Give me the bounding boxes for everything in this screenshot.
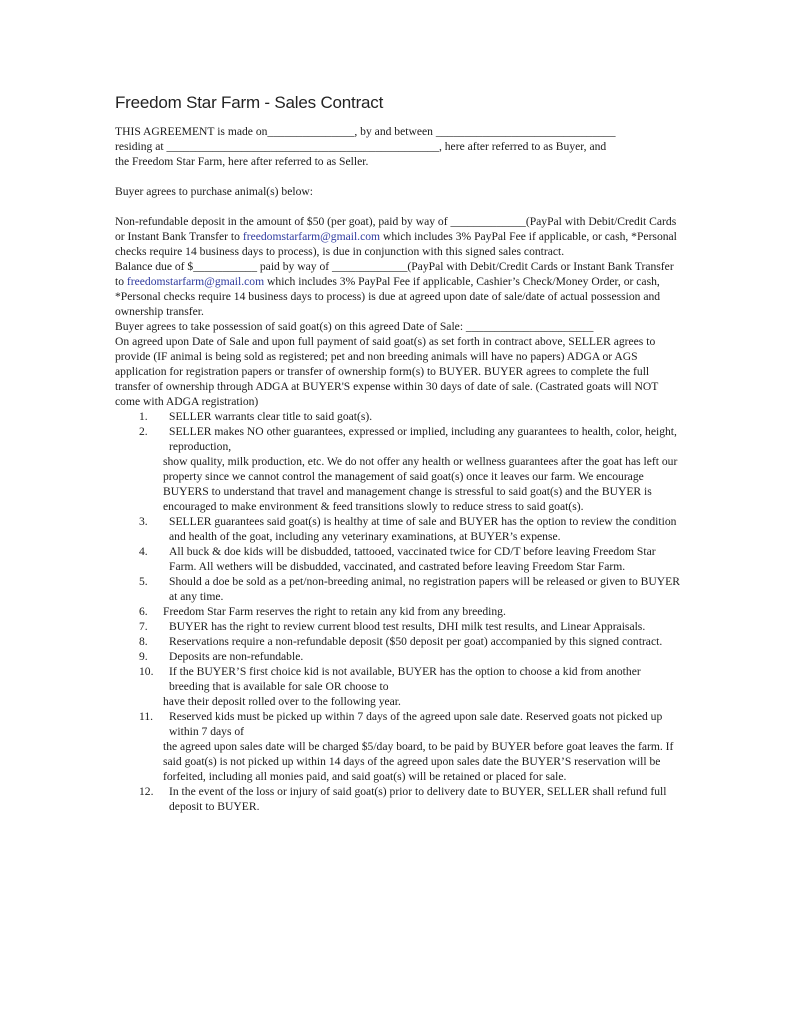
term-item — [115, 424, 680, 514]
deposit-paragraph — [115, 214, 680, 259]
terms-list — [115, 409, 680, 814]
term-text: In the event of the loss or injury of said goat(s) prior to delivery date to BUYER, SELLER shall refund full deposit to BUYER. — [169, 785, 667, 813]
term-item — [115, 604, 680, 619]
purchase-statement: Buyer agrees to purchase animal(s) below: — [115, 185, 313, 198]
term-item — [115, 634, 680, 649]
term-number: 3. — [139, 515, 148, 528]
balance-paragraph — [115, 259, 680, 319]
deposit-text-2: which includes 3% PayPal Fee if applicable, or cash, *Personal checks require 14 business days to process), is due in conjunction with this signed sales contract. — [115, 230, 677, 258]
term-text-continued: show quality, milk production, etc. We do not offer any health or wellness guarantees after the goat has left our property since we cannot control the management of said goat(s) once it leaves our farm. We encourage BUYERS to understand that travel and management change is stressful to said goat(s) and the BUYER is encouraged to make environment & feed transitions slowly to reduce stress to said goat(s). — [163, 455, 678, 513]
term-text-continued: have their deposit rolled over to the following year. — [163, 695, 401, 708]
registration-paragraph: On agreed upon Date of Sale and upon full payment of said goat(s) as set forth in contract above, SELLER agrees to provide (IF animal is being sold as registered; pet and non breeding animals will have no papers) ADGA or AGS application for registration papers or transfer of ownership form(s) to BUYER. BUYER agrees to complete the full transfer of ownership through ADGA at BUYER'S expense within 30 days of date of sale. (Castrated goats will NOT come with ADGA registration) — [115, 335, 659, 408]
term-item — [115, 664, 680, 709]
term-number: 5. — [139, 575, 148, 588]
term-number: 9. — [139, 650, 148, 663]
balance-text-1: Balance due of $___________ paid by way of _____________(PayPal with Debit/Credit Cards or Instant Bank Transfer to — [115, 260, 674, 288]
term-item — [115, 544, 680, 574]
term-text: If the BUYER’S first choice kid is not available, BUYER has the option to choose a kid from another breeding that is available for sale OR choose to — [169, 665, 641, 693]
possession-line: Buyer agrees to take possession of said goat(s) on this agreed Date of Sale: ______________________ — [115, 320, 594, 333]
term-item — [115, 409, 680, 424]
intro-line-2: residing at _______________________________________________, here after referred to as Buyer, and — [115, 140, 607, 153]
term-number: 2. — [139, 425, 148, 438]
term-number: 10. — [139, 665, 154, 678]
balance-text-2: which includes 3% PayPal Fee if applicable, Cashier’s Check/Money Order, or cash, *Personal checks require 14 business days to process) is due at agreed upon date of sale/date of actual possession and ownership transfer. — [115, 275, 661, 318]
contract-page — [115, 92, 680, 814]
term-number: 11. — [139, 710, 154, 723]
term-item — [115, 784, 680, 814]
term-text: Freedom Star Farm reserves the right to retain any kid from any breeding. — [163, 605, 506, 618]
term-item — [115, 649, 680, 664]
term-text: Should a doe be sold as a pet/non-breeding animal, no registration papers will be released or given to BUYER at any time. — [169, 575, 680, 603]
term-number: 6. — [139, 605, 148, 618]
term-text: All buck & doe kids will be disbudded, tattooed, vaccinated twice for CD/T before leaving Freedom Star Farm. All wethers will be disbudded, vaccinated, and castrated before leaving Freedom Star Farm. — [169, 545, 656, 573]
term-number: 1. — [139, 410, 148, 423]
term-number: 8. — [139, 635, 148, 648]
term-text: SELLER makes NO other guarantees, expressed or implied, including any guarantees to health, color, height, reproduction, — [169, 425, 677, 453]
term-text: SELLER guarantees said goat(s) is healthy at time of sale and BUYER has the option to review the condition and health of the goat, including any veterinary examinations, at BUYER’s expense. — [169, 515, 677, 543]
term-text-continued: the agreed upon sales date will be charged $5/day board, to be paid by BUYER before goat leaves the farm. If said goat(s) is not picked up within 14 days of the agreed upon sales date the BUYER’S reservation will be forfeited, including all monies paid, and said goat(s) will be retained or placed for sale. — [163, 740, 674, 783]
term-number: 12. — [139, 785, 154, 798]
term-text: Reservations require a non-refundable deposit ($50 deposit per goat) accompanied by this signed contract. — [169, 635, 663, 648]
term-number: 7. — [139, 620, 148, 633]
term-text: Reserved kids must be picked up within 7 days of the agreed upon sale date. Reserved goats not picked up within 7 days of — [169, 710, 663, 738]
document-title: Freedom Star Farm - Sales Contract — [115, 93, 384, 112]
balance-email-link[interactable]: freedomstarfarm@gmail.com — [126, 275, 265, 288]
term-number: 4. — [139, 545, 148, 558]
term-text: SELLER warrants clear title to said goat(s). — [169, 410, 373, 423]
term-item — [115, 709, 680, 784]
intro-line-1: THIS AGREEMENT is made on_______________, by and between _______________________________ — [115, 125, 616, 138]
deposit-text-1: Non-refundable deposit in the amount of $50 (per goat), paid by way of _____________(PayPal with Debit/Credit Cards or Instant Bank Transfer to — [115, 215, 677, 243]
deposit-email-link[interactable]: freedomstarfarm@gmail.com — [242, 230, 381, 243]
term-item — [115, 514, 680, 544]
term-item — [115, 619, 680, 634]
term-text: Deposits are non-refundable. — [169, 650, 304, 663]
term-text: BUYER has the right to review current blood test results, DHI milk test results, and Linear Appraisals. — [169, 620, 646, 633]
term-item — [115, 574, 680, 604]
intro-line-3: the Freedom Star Farm, here after referred to as Seller. — [115, 155, 369, 168]
